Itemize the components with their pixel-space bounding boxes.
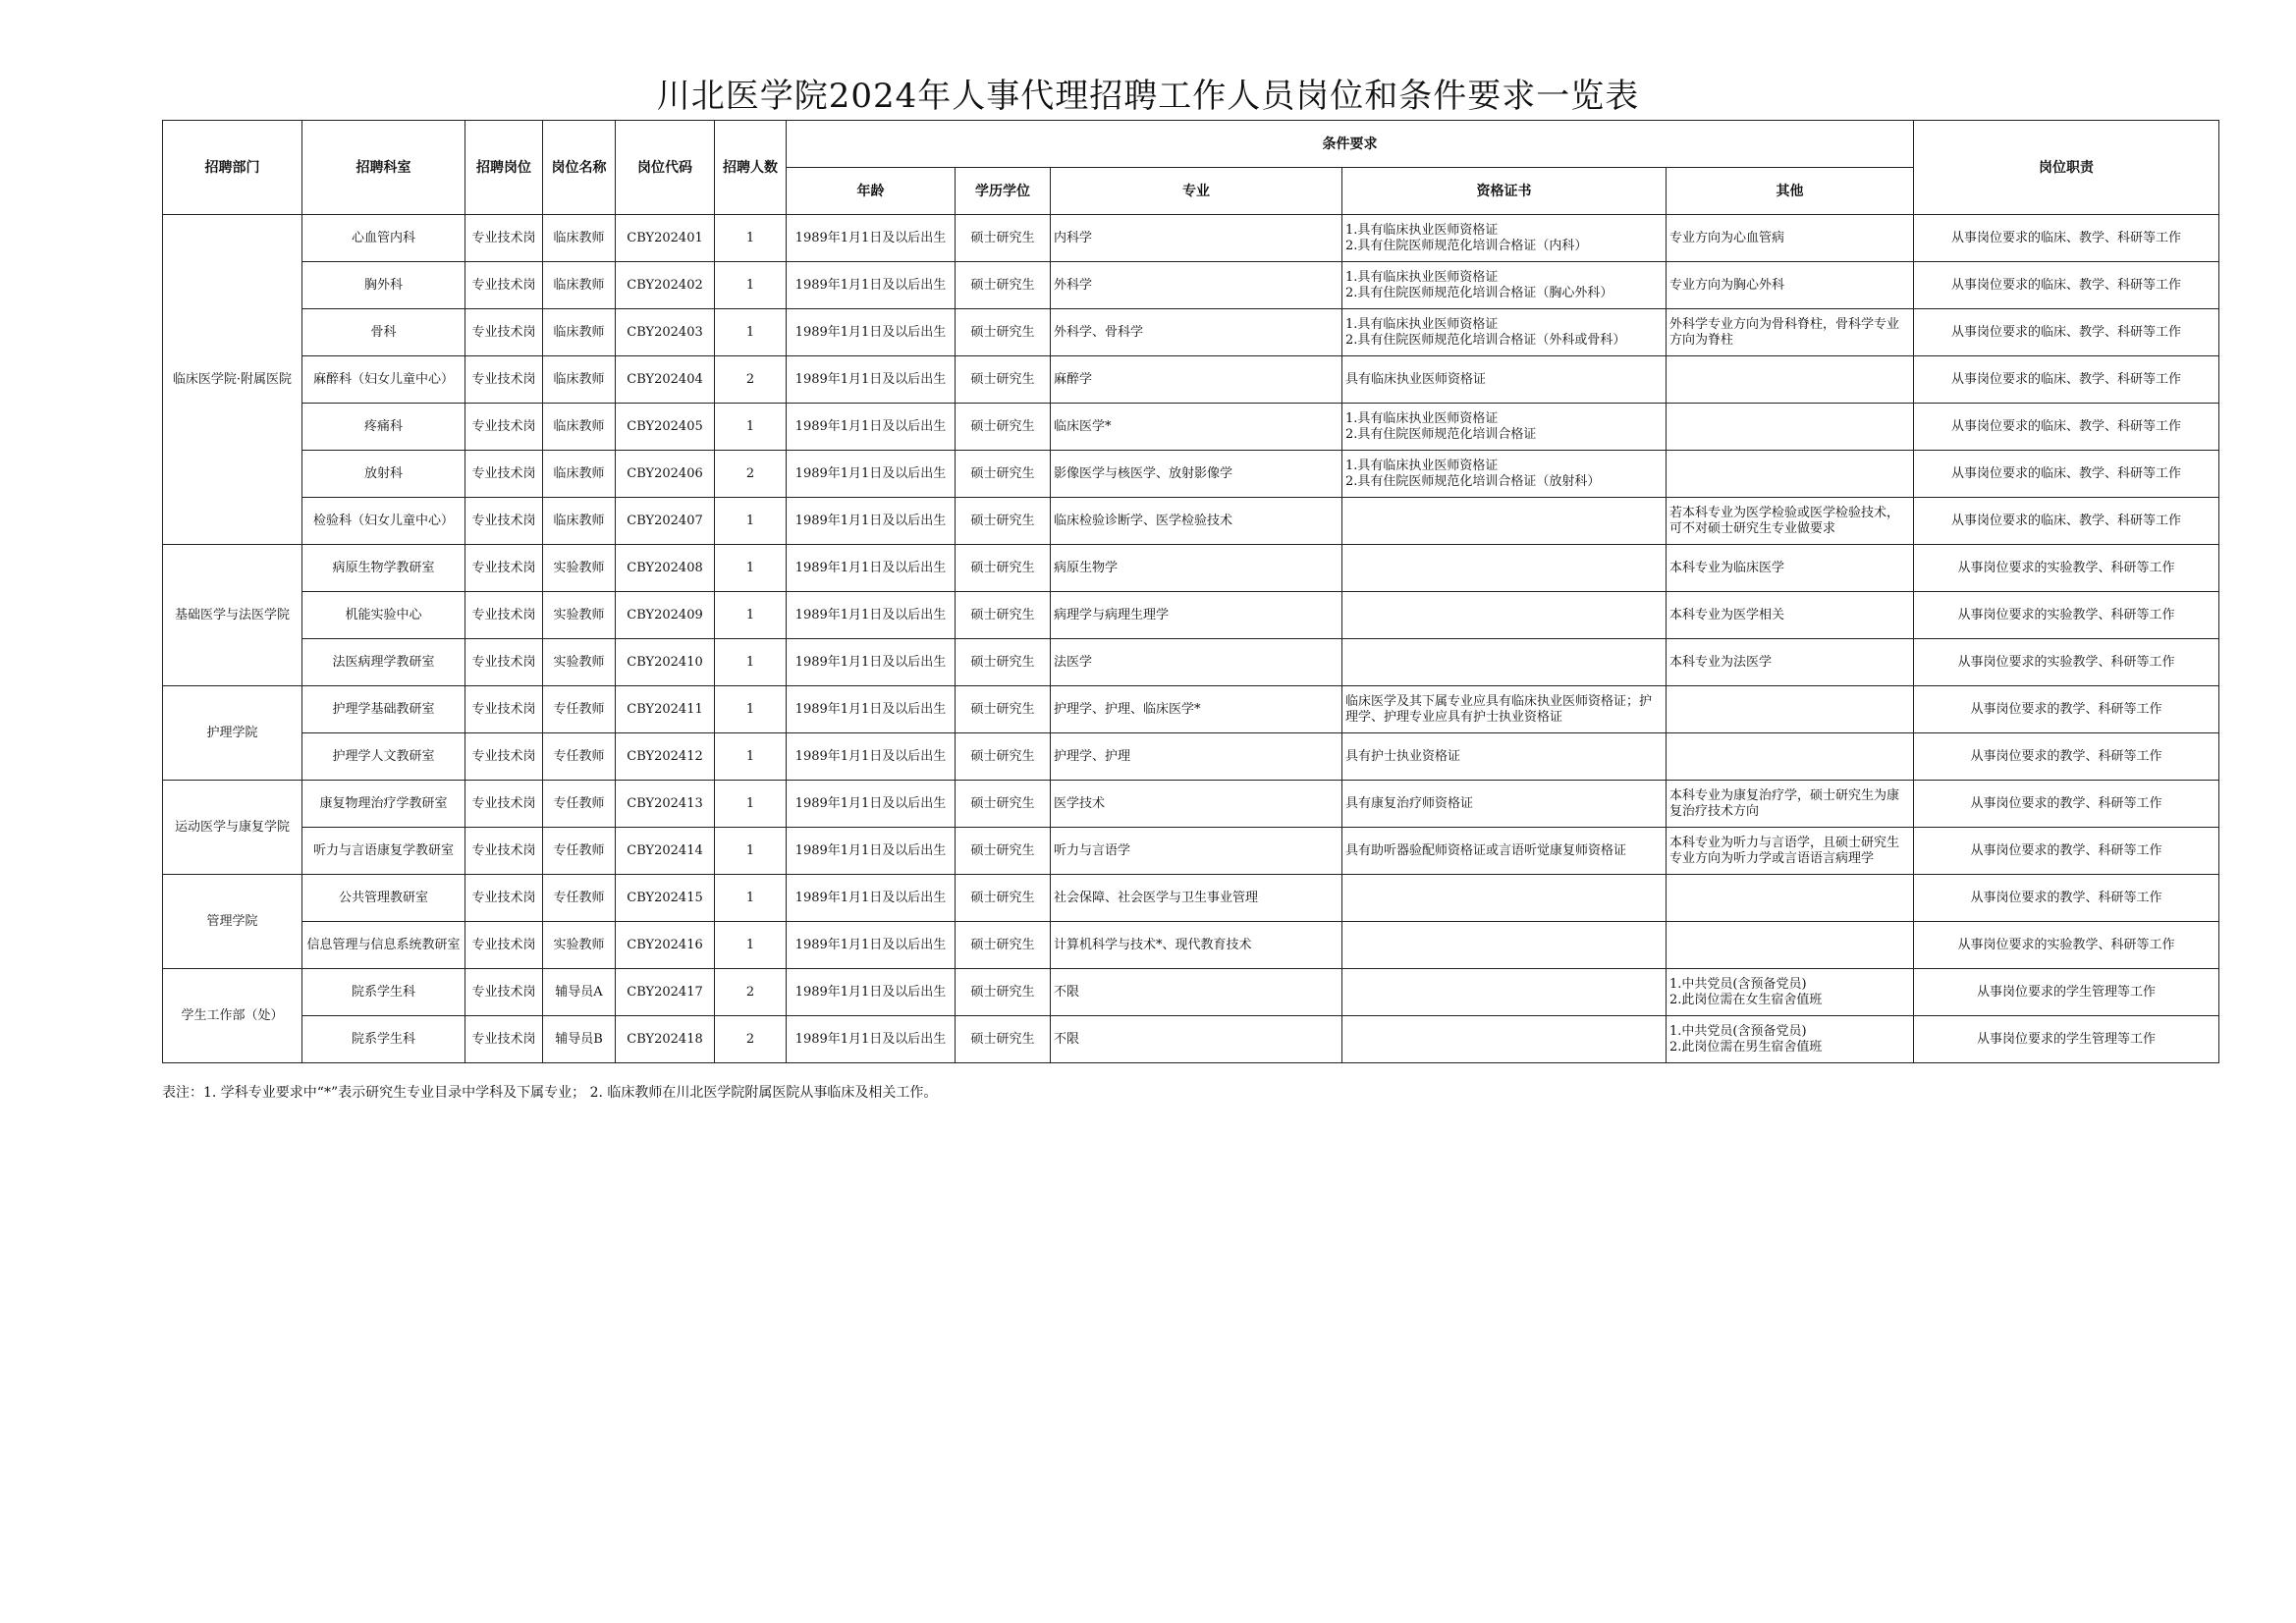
header-post-name: 岗位名称 — [543, 121, 616, 215]
post-cell: 专业技术岗 — [465, 828, 543, 875]
degree-cell: 硕士研究生 — [956, 404, 1051, 451]
degree-cell: 硕士研究生 — [956, 356, 1051, 404]
duty-cell: 从事岗位要求的临床、教学、科研等工作 — [1914, 404, 2219, 451]
major-cell: 不限 — [1051, 1016, 1342, 1063]
cert-cell — [1342, 969, 1667, 1016]
post-cell: 专业技术岗 — [465, 922, 543, 969]
code-cell: CBY202410 — [616, 639, 715, 686]
duty-cell: 从事岗位要求的实验教学、科研等工作 — [1914, 545, 2219, 592]
age-cell: 1989年1月1日及以后出生 — [787, 262, 956, 309]
cert-cell: 1.具有临床执业医师资格证 2.具有住院医师规范化培训合格证（胸心外科） — [1342, 262, 1667, 309]
dept-cell: 学生工作部（处） — [163, 969, 302, 1063]
code-cell: CBY202415 — [616, 875, 715, 922]
post-cell: 专业技术岗 — [465, 969, 543, 1016]
duty-cell: 从事岗位要求的实验教学、科研等工作 — [1914, 922, 2219, 969]
office-cell: 疼痛科 — [302, 404, 465, 451]
header-count: 招聘人数 — [715, 121, 787, 215]
cert-cell — [1342, 1016, 1667, 1063]
cert-cell — [1342, 639, 1667, 686]
degree-cell: 硕士研究生 — [956, 639, 1051, 686]
table-row — [163, 592, 2219, 639]
office-cell: 麻醉科（妇女儿童中心） — [302, 356, 465, 404]
major-cell: 病原生物学 — [1051, 545, 1342, 592]
degree-cell: 硕士研究生 — [956, 592, 1051, 639]
other-cell: 1.中共党员(含预备党员) 2.此岗位需在男生宿舍值班 — [1667, 1016, 1914, 1063]
table-row — [163, 969, 2219, 1016]
degree-cell: 硕士研究生 — [956, 1016, 1051, 1063]
major-cell: 影像医学与核医学、放射影像学 — [1051, 451, 1342, 498]
duty-cell: 从事岗位要求的教学、科研等工作 — [1914, 733, 2219, 781]
header-duty: 岗位职责 — [1914, 121, 2219, 215]
duty-cell: 从事岗位要求的临床、教学、科研等工作 — [1914, 356, 2219, 404]
post-name-cell: 实验教师 — [543, 545, 616, 592]
age-cell: 1989年1月1日及以后出生 — [787, 498, 956, 545]
table-row — [163, 639, 2219, 686]
duty-cell: 从事岗位要求的临床、教学、科研等工作 — [1914, 309, 2219, 356]
office-cell: 院系学生科 — [302, 1016, 465, 1063]
count-cell: 1 — [715, 686, 787, 733]
major-cell: 麻醉学 — [1051, 356, 1342, 404]
table-row — [163, 922, 2219, 969]
table-row — [163, 356, 2219, 404]
count-cell: 1 — [715, 733, 787, 781]
code-cell: CBY202413 — [616, 781, 715, 828]
table-row — [163, 404, 2219, 451]
post-cell: 专业技术岗 — [465, 451, 543, 498]
code-cell: CBY202416 — [616, 922, 715, 969]
cert-cell: 1.具有临床执业医师资格证 2.具有住院医师规范化培训合格证（外科或骨科） — [1342, 309, 1667, 356]
cert-cell — [1342, 545, 1667, 592]
post-name-cell: 临床教师 — [543, 262, 616, 309]
post-cell: 专业技术岗 — [465, 639, 543, 686]
other-cell: 外科学专业方向为骨科脊柱，骨科学专业方向为脊柱 — [1667, 309, 1914, 356]
post-name-cell: 临床教师 — [543, 356, 616, 404]
other-cell: 专业方向为胸心外科 — [1667, 262, 1914, 309]
major-cell: 临床医学* — [1051, 404, 1342, 451]
post-name-cell: 临床教师 — [543, 215, 616, 262]
cert-cell: 具有护士执业资格证 — [1342, 733, 1667, 781]
other-cell — [1667, 733, 1914, 781]
duty-cell: 从事岗位要求的教学、科研等工作 — [1914, 686, 2219, 733]
duty-cell: 从事岗位要求的实验教学、科研等工作 — [1914, 592, 2219, 639]
major-cell: 听力与言语学 — [1051, 828, 1342, 875]
duty-cell: 从事岗位要求的教学、科研等工作 — [1914, 828, 2219, 875]
degree-cell: 硕士研究生 — [956, 215, 1051, 262]
table-row — [163, 309, 2219, 356]
other-cell — [1667, 875, 1914, 922]
office-cell: 病原生物学教研室 — [302, 545, 465, 592]
table-row — [163, 215, 2219, 262]
dept-cell: 运动医学与康复学院 — [163, 781, 302, 875]
other-cell — [1667, 451, 1914, 498]
cert-cell: 1.具有临床执业医师资格证 2.具有住院医师规范化培训合格证（放射科） — [1342, 451, 1667, 498]
office-cell: 胸外科 — [302, 262, 465, 309]
table-row — [163, 781, 2219, 828]
degree-cell: 硕士研究生 — [956, 969, 1051, 1016]
office-cell: 检验科（妇女儿童中心） — [302, 498, 465, 545]
degree-cell: 硕士研究生 — [956, 451, 1051, 498]
cert-cell: 具有助听器验配师资格证或言语听觉康复师资格证 — [1342, 828, 1667, 875]
code-cell: CBY202412 — [616, 733, 715, 781]
other-cell: 本科专业为法医学 — [1667, 639, 1914, 686]
count-cell: 1 — [715, 498, 787, 545]
count-cell: 2 — [715, 451, 787, 498]
code-cell: CBY202405 — [616, 404, 715, 451]
age-cell: 1989年1月1日及以后出生 — [787, 969, 956, 1016]
other-cell: 若本科专业为医学检验或医学检验技术，可不对硕士研究生专业做要求 — [1667, 498, 1914, 545]
office-cell: 听力与言语康复学教研室 — [302, 828, 465, 875]
post-name-cell: 临床教师 — [543, 498, 616, 545]
other-cell — [1667, 686, 1914, 733]
degree-cell: 硕士研究生 — [956, 875, 1051, 922]
age-cell: 1989年1月1日及以后出生 — [787, 733, 956, 781]
post-cell: 专业技术岗 — [465, 875, 543, 922]
age-cell: 1989年1月1日及以后出生 — [787, 592, 956, 639]
code-cell: CBY202411 — [616, 686, 715, 733]
other-cell: 本科专业为医学相关 — [1667, 592, 1914, 639]
major-cell: 护理学、护理 — [1051, 733, 1342, 781]
header-other: 其他 — [1667, 168, 1914, 215]
header-dept: 招聘部门 — [163, 121, 302, 215]
header-office: 招聘科室 — [302, 121, 465, 215]
code-cell: CBY202407 — [616, 498, 715, 545]
post-cell: 专业技术岗 — [465, 781, 543, 828]
code-cell: CBY202417 — [616, 969, 715, 1016]
office-cell: 康复物理治疗学教研室 — [302, 781, 465, 828]
count-cell: 1 — [715, 309, 787, 356]
cert-cell — [1342, 498, 1667, 545]
table-row — [163, 686, 2219, 733]
duty-cell: 从事岗位要求的临床、教学、科研等工作 — [1914, 262, 2219, 309]
dept-cell: 基础医学与法医学院 — [163, 545, 302, 686]
count-cell: 2 — [715, 969, 787, 1016]
table-body — [163, 215, 2219, 1063]
code-cell: CBY202418 — [616, 1016, 715, 1063]
cert-cell — [1342, 592, 1667, 639]
post-name-cell: 实验教师 — [543, 922, 616, 969]
table-row — [163, 451, 2219, 498]
post-cell: 专业技术岗 — [465, 262, 543, 309]
age-cell: 1989年1月1日及以后出生 — [787, 451, 956, 498]
count-cell: 2 — [715, 356, 787, 404]
other-cell — [1667, 404, 1914, 451]
code-cell: CBY202409 — [616, 592, 715, 639]
code-cell: CBY202404 — [616, 356, 715, 404]
other-cell: 本科专业为康复治疗学，硕士研究生为康复治疗技术方向 — [1667, 781, 1914, 828]
age-cell: 1989年1月1日及以后出生 — [787, 545, 956, 592]
office-cell: 机能实验中心 — [302, 592, 465, 639]
recruitment-table — [162, 120, 2219, 1063]
post-cell: 专业技术岗 — [465, 356, 543, 404]
code-cell: CBY202414 — [616, 828, 715, 875]
table-row — [163, 545, 2219, 592]
post-name-cell: 临床教师 — [543, 451, 616, 498]
count-cell: 1 — [715, 781, 787, 828]
cert-cell — [1342, 922, 1667, 969]
major-cell: 病理学与病理生理学 — [1051, 592, 1342, 639]
code-cell: CBY202408 — [616, 545, 715, 592]
code-cell: CBY202401 — [616, 215, 715, 262]
code-cell: CBY202403 — [616, 309, 715, 356]
other-cell — [1667, 922, 1914, 969]
duty-cell: 从事岗位要求的临床、教学、科研等工作 — [1914, 451, 2219, 498]
table-note: 表注：1. 学科专业要求中“*”表示研究生专业目录中学科及下属专业； 2. 临床教师在川北医学院附属医院从事临床及相关工作。 — [162, 1085, 938, 1101]
header-age: 年龄 — [787, 168, 956, 215]
table-row — [163, 875, 2219, 922]
cert-cell: 1.具有临床执业医师资格证 2.具有住院医师规范化培训合格证（内科） — [1342, 215, 1667, 262]
post-name-cell: 实验教师 — [543, 639, 616, 686]
degree-cell: 硕士研究生 — [956, 498, 1051, 545]
cert-cell: 具有康复治疗师资格证 — [1342, 781, 1667, 828]
degree-cell: 硕士研究生 — [956, 781, 1051, 828]
post-cell: 专业技术岗 — [465, 404, 543, 451]
age-cell: 1989年1月1日及以后出生 — [787, 215, 956, 262]
post-cell: 专业技术岗 — [465, 215, 543, 262]
degree-cell: 硕士研究生 — [956, 262, 1051, 309]
table-row — [163, 262, 2219, 309]
dept-cell: 护理学院 — [163, 686, 302, 781]
major-cell: 不限 — [1051, 969, 1342, 1016]
office-cell: 公共管理教研室 — [302, 875, 465, 922]
major-cell: 护理学、护理、临床医学* — [1051, 686, 1342, 733]
office-cell: 护理学基础教研室 — [302, 686, 465, 733]
age-cell: 1989年1月1日及以后出生 — [787, 781, 956, 828]
table-row — [163, 733, 2219, 781]
post-name-cell: 临床教师 — [543, 309, 616, 356]
major-cell: 外科学、骨科学 — [1051, 309, 1342, 356]
dept-cell: 管理学院 — [163, 875, 302, 969]
count-cell: 1 — [715, 262, 787, 309]
age-cell: 1989年1月1日及以后出生 — [787, 686, 956, 733]
cert-cell: 临床医学及其下属专业应具有临床执业医师资格证；护理学、护理专业应具有护士执业资格证 — [1342, 686, 1667, 733]
table-row — [163, 1016, 2219, 1063]
header-cert: 资格证书 — [1342, 168, 1667, 215]
office-cell: 护理学人文教研室 — [302, 733, 465, 781]
count-cell: 1 — [715, 922, 787, 969]
degree-cell: 硕士研究生 — [956, 922, 1051, 969]
post-cell: 专业技术岗 — [465, 686, 543, 733]
count-cell: 1 — [715, 215, 787, 262]
office-cell: 院系学生科 — [302, 969, 465, 1016]
code-cell: CBY202402 — [616, 262, 715, 309]
other-cell: 1.中共党员(含预备党员) 2.此岗位需在女生宿舍值班 — [1667, 969, 1914, 1016]
age-cell: 1989年1月1日及以后出生 — [787, 309, 956, 356]
office-cell: 心血管内科 — [302, 215, 465, 262]
office-cell: 骨科 — [302, 309, 465, 356]
degree-cell: 硕士研究生 — [956, 545, 1051, 592]
post-name-cell: 实验教师 — [543, 592, 616, 639]
major-cell: 临床检验诊断学、医学检验技术 — [1051, 498, 1342, 545]
degree-cell: 硕士研究生 — [956, 828, 1051, 875]
post-name-cell: 专任教师 — [543, 733, 616, 781]
post-name-cell: 辅导员B — [543, 1016, 616, 1063]
major-cell: 外科学 — [1051, 262, 1342, 309]
duty-cell: 从事岗位要求的临床、教学、科研等工作 — [1914, 498, 2219, 545]
duty-cell: 从事岗位要求的学生管理等工作 — [1914, 969, 2219, 1016]
post-name-cell: 专任教师 — [543, 781, 616, 828]
header-major: 专业 — [1051, 168, 1342, 215]
post-name-cell: 临床教师 — [543, 404, 616, 451]
header-degree: 学历学位 — [956, 168, 1051, 215]
table-row — [163, 498, 2219, 545]
age-cell: 1989年1月1日及以后出生 — [787, 875, 956, 922]
age-cell: 1989年1月1日及以后出生 — [787, 1016, 956, 1063]
post-name-cell: 专任教师 — [543, 828, 616, 875]
office-cell: 放射科 — [302, 451, 465, 498]
count-cell: 1 — [715, 639, 787, 686]
count-cell: 1 — [715, 875, 787, 922]
office-cell: 信息管理与信息系统教研室 — [302, 922, 465, 969]
other-cell: 专业方向为心血管病 — [1667, 215, 1914, 262]
header-code: 岗位代码 — [616, 121, 715, 215]
count-cell: 2 — [715, 1016, 787, 1063]
duty-cell: 从事岗位要求的教学、科研等工作 — [1914, 781, 2219, 828]
code-cell: CBY202406 — [616, 451, 715, 498]
age-cell: 1989年1月1日及以后出生 — [787, 922, 956, 969]
cert-cell: 具有临床执业医师资格证 — [1342, 356, 1667, 404]
cert-cell — [1342, 875, 1667, 922]
other-cell — [1667, 356, 1914, 404]
major-cell: 医学技术 — [1051, 781, 1342, 828]
count-cell: 1 — [715, 592, 787, 639]
count-cell: 1 — [715, 404, 787, 451]
major-cell: 内科学 — [1051, 215, 1342, 262]
count-cell: 1 — [715, 545, 787, 592]
cert-cell: 1.具有临床执业医师资格证 2.具有住院医师规范化培训合格证 — [1342, 404, 1667, 451]
age-cell: 1989年1月1日及以后出生 — [787, 404, 956, 451]
post-cell: 专业技术岗 — [465, 1016, 543, 1063]
post-cell: 专业技术岗 — [465, 545, 543, 592]
header-post: 招聘岗位 — [465, 121, 543, 215]
degree-cell: 硕士研究生 — [956, 686, 1051, 733]
post-name-cell: 专任教师 — [543, 875, 616, 922]
age-cell: 1989年1月1日及以后出生 — [787, 639, 956, 686]
header-conditions: 条件要求 — [787, 121, 1914, 168]
post-cell: 专业技术岗 — [465, 309, 543, 356]
other-cell: 本科专业为听力与言语学，且硕士研究生专业方向为听力学或言语语言病理学 — [1667, 828, 1914, 875]
major-cell: 计算机科学与技术*、现代教育技术 — [1051, 922, 1342, 969]
major-cell: 法医学 — [1051, 639, 1342, 686]
age-cell: 1989年1月1日及以后出生 — [787, 828, 956, 875]
age-cell: 1989年1月1日及以后出生 — [787, 356, 956, 404]
degree-cell: 硕士研究生 — [956, 733, 1051, 781]
office-cell: 法医病理学教研室 — [302, 639, 465, 686]
dept-cell: 临床医学院·附属医院 — [163, 215, 302, 545]
post-cell: 专业技术岗 — [465, 592, 543, 639]
duty-cell: 从事岗位要求的实验教学、科研等工作 — [1914, 639, 2219, 686]
table-row — [163, 828, 2219, 875]
post-name-cell: 专任教师 — [543, 686, 616, 733]
post-cell: 专业技术岗 — [465, 733, 543, 781]
other-cell: 本科专业为临床医学 — [1667, 545, 1914, 592]
degree-cell: 硕士研究生 — [956, 309, 1051, 356]
duty-cell: 从事岗位要求的教学、科研等工作 — [1914, 875, 2219, 922]
major-cell: 社会保障、社会医学与卫生事业管理 — [1051, 875, 1342, 922]
duty-cell: 从事岗位要求的学生管理等工作 — [1914, 1016, 2219, 1063]
count-cell: 1 — [715, 828, 787, 875]
post-cell: 专业技术岗 — [465, 498, 543, 545]
post-name-cell: 辅导员A — [543, 969, 616, 1016]
page-title: 川北医学院2024年人事代理招聘工作人员岗位和条件要求一览表 — [656, 77, 1640, 116]
duty-cell: 从事岗位要求的临床、教学、科研等工作 — [1914, 215, 2219, 262]
